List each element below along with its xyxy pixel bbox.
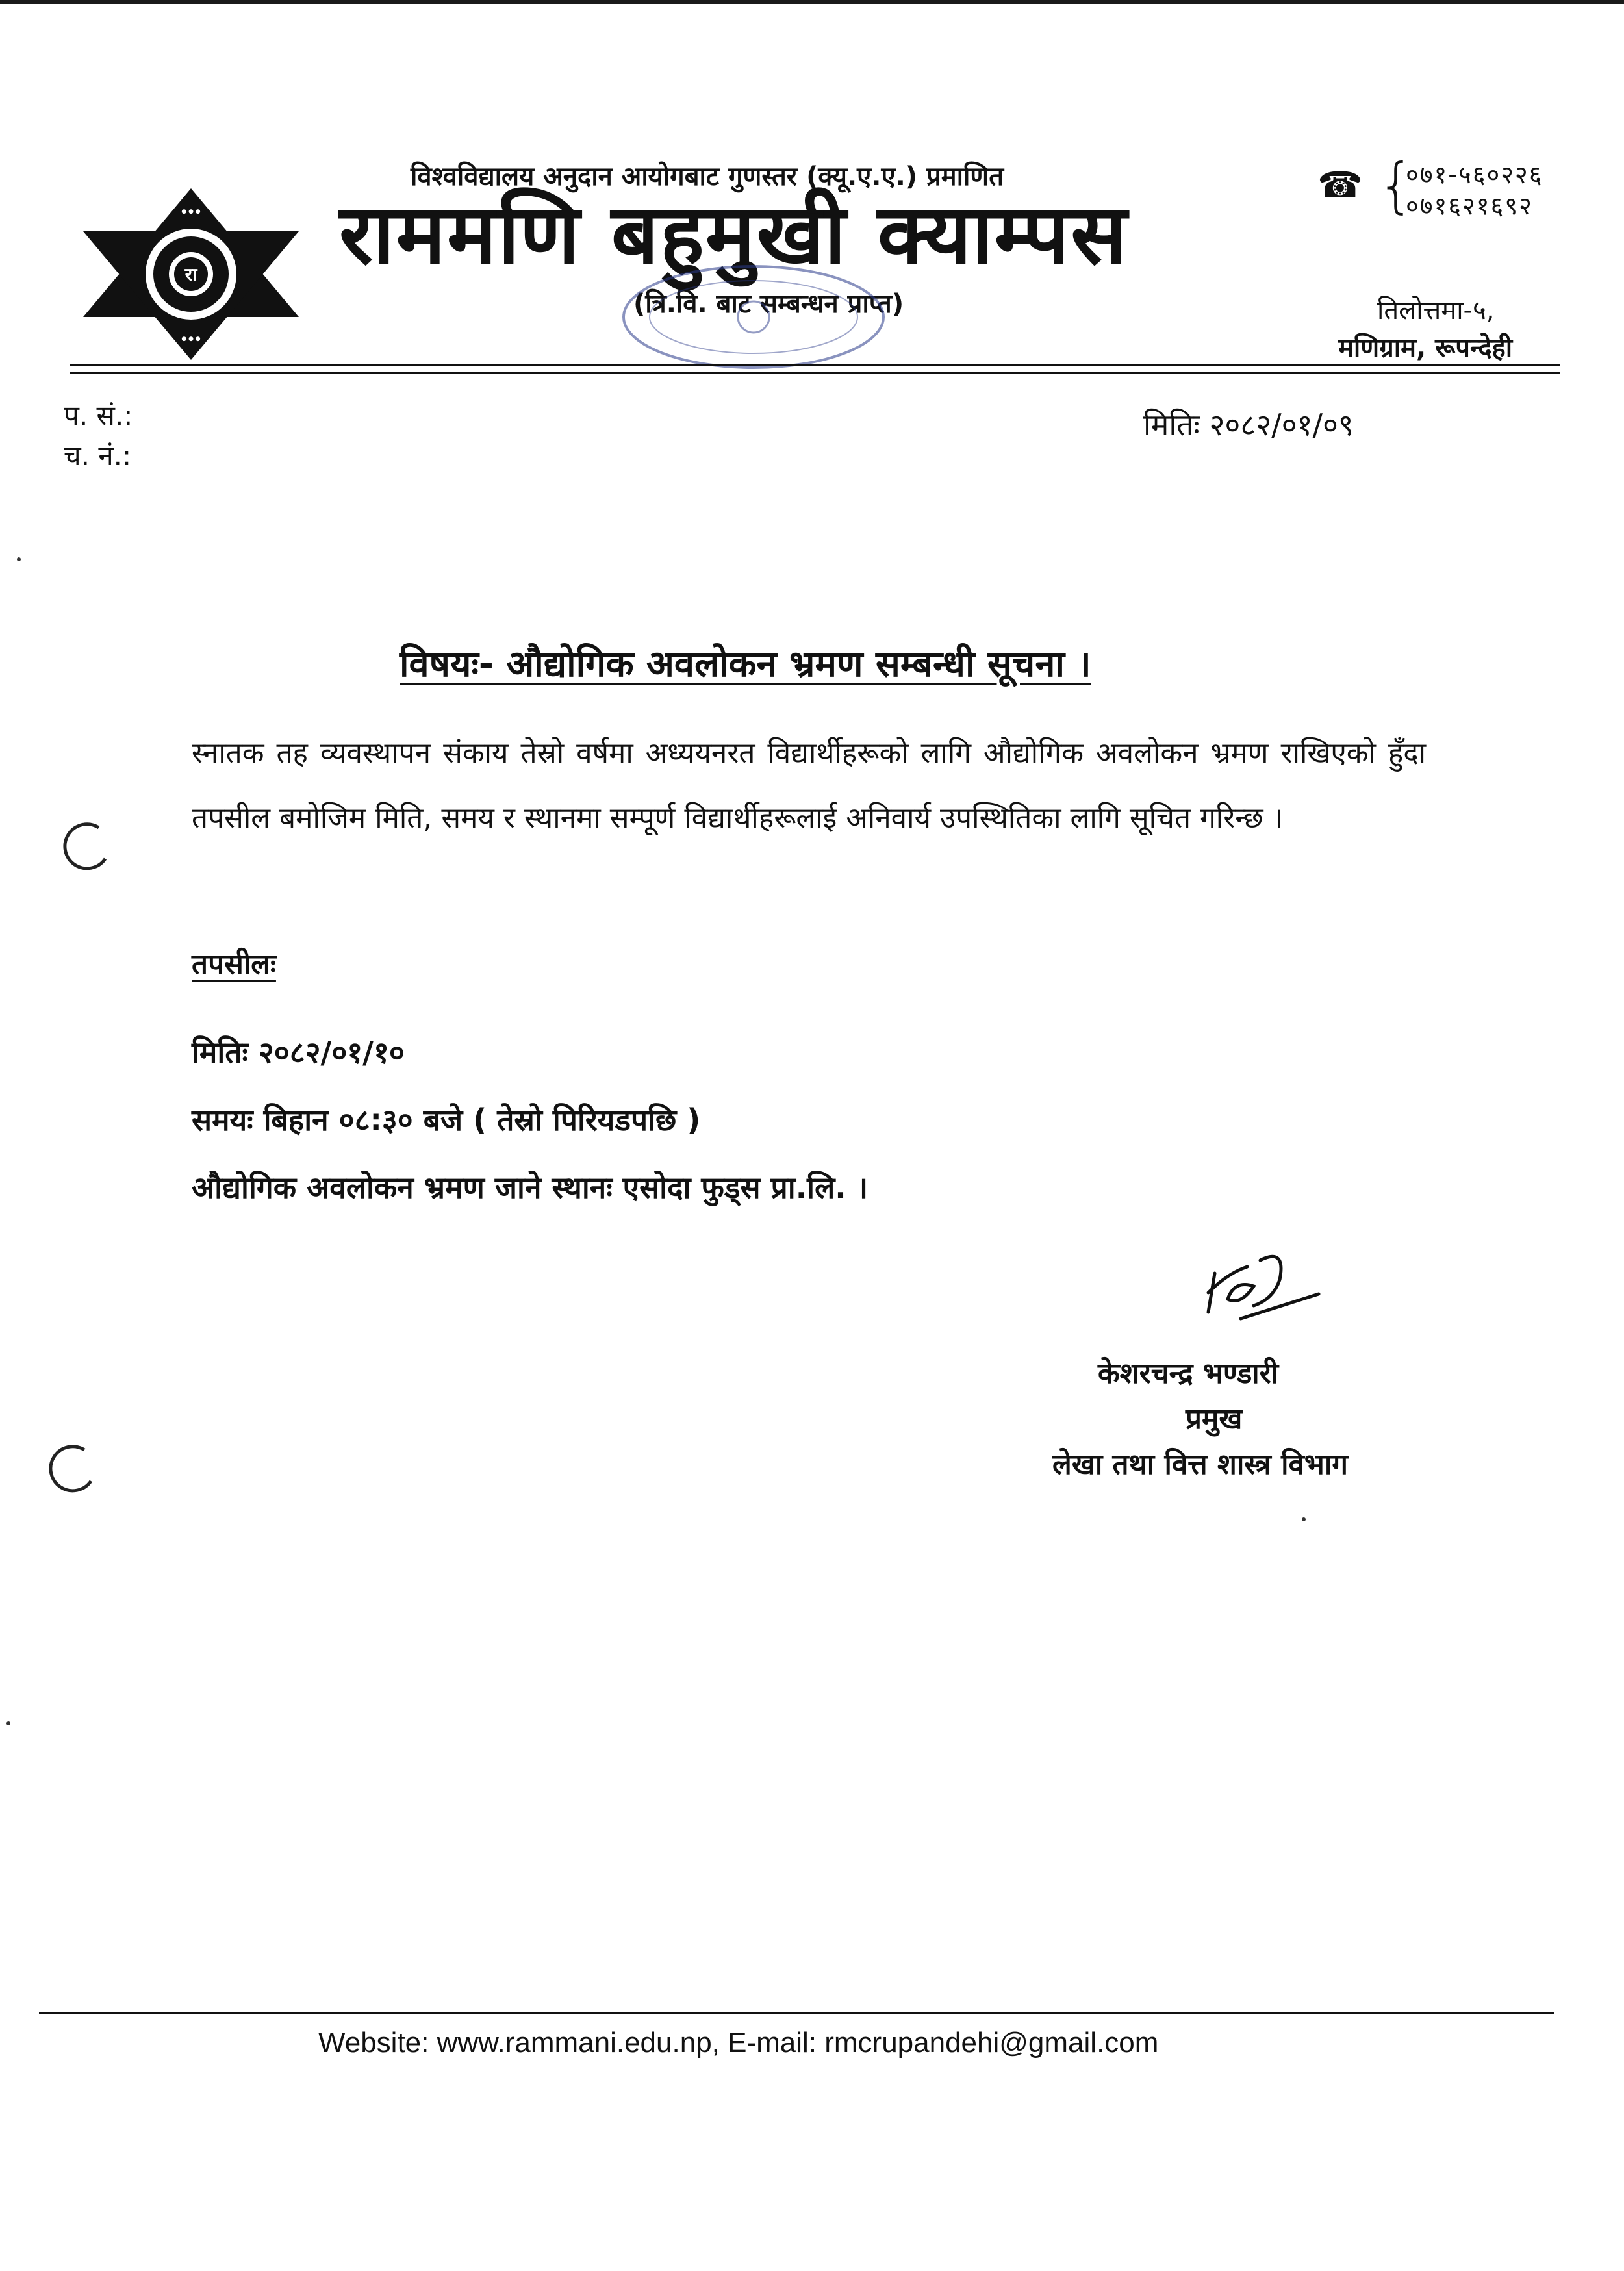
accreditation-line: विश्वविद्यालय अनुदान आयोगबाट गुणस्तर (क्यू.ए.ए.) प्रमाणित xyxy=(411,162,1004,192)
signatory-role: प्रमुख xyxy=(1186,1402,1243,1436)
notice-subject: विषयः- औद्योगिक अवलोकन भ्रमण सम्बन्धी सूचना । xyxy=(400,643,1091,685)
header-divider xyxy=(70,372,1560,374)
svg-text:रा: रा xyxy=(184,264,197,285)
signatory-department: लेखा तथा वित्त शास्त्र विभाग xyxy=(1052,1448,1349,1481)
header-divider xyxy=(70,364,1560,366)
svg-text:● ● ●: ● ● ● xyxy=(181,209,201,215)
footer-contact: Website: www.rammani.edu.np, E-mail: rmcrupandehi@gmail.com xyxy=(318,2027,1159,2059)
punch-hole xyxy=(60,820,112,872)
signatory-name: केशरचन्द्र भण्डारी xyxy=(1098,1357,1279,1390)
scan-speck xyxy=(6,1721,10,1725)
scan-speck xyxy=(1302,1517,1306,1521)
svg-text:● ● ●: ● ● ● xyxy=(181,336,201,342)
visit-place: औद्योगिक अवलोकन भ्रमण जाने स्थानः एसोदा फुड्स प्रा.लि. । xyxy=(192,1170,869,1205)
scan-edge xyxy=(0,0,1624,4)
visit-time: समयः बिहान ०८:३० बजे ( तेस्रो पिरियडपछि ) xyxy=(192,1102,701,1137)
phone-block xyxy=(1317,151,1571,220)
reference-number-label: प. सं.: xyxy=(64,400,133,431)
details-heading: तपसीलः xyxy=(192,948,276,981)
brace: { xyxy=(1377,151,1415,220)
scan-speck xyxy=(17,557,21,561)
affiliation-line: (त्रि.वि. बाट सम्बन्धन प्राप्त) xyxy=(633,289,904,319)
phone-number: ०७१-५६०२२६ xyxy=(1406,160,1543,189)
visit-date: मितिः २०८२/०१/१० xyxy=(192,1035,405,1070)
campus-name: राममणि बहुमुखी क्याम्पस xyxy=(339,186,1128,283)
notice-body: स्नातक तह व्यवस्थापन संकाय तेस्रो वर्षमा अध्ययनरत विद्यार्थीहरूको लागि औद्योगिक अवलोकन भ्रमण राखिएको हुँदा तपसील बमोजिम मिति, समय र स्थानमा सम्पूर्ण विद्यार्थीहरूलाई अनिवार्य उपस्थितिका लागि सूचित गरिन्छ । xyxy=(192,737,1426,835)
footer-divider xyxy=(39,2012,1554,2014)
address-line: मणिग्राम, रूपन्देही xyxy=(1338,333,1513,363)
punch-hole xyxy=(45,1442,97,1494)
campus-star-emblem-icon xyxy=(78,187,304,361)
telephone-icon: ☎ xyxy=(1317,164,1363,207)
dispatch-number-label: च. नं.: xyxy=(64,440,132,472)
phone-number: ०७१६२१६९२ xyxy=(1406,192,1533,220)
address-line: तिलोत्तमा-५, xyxy=(1377,296,1495,325)
letter-date: मितिः २०८२/०१/०९ xyxy=(1143,407,1354,442)
handwritten-signature xyxy=(1189,1234,1332,1332)
